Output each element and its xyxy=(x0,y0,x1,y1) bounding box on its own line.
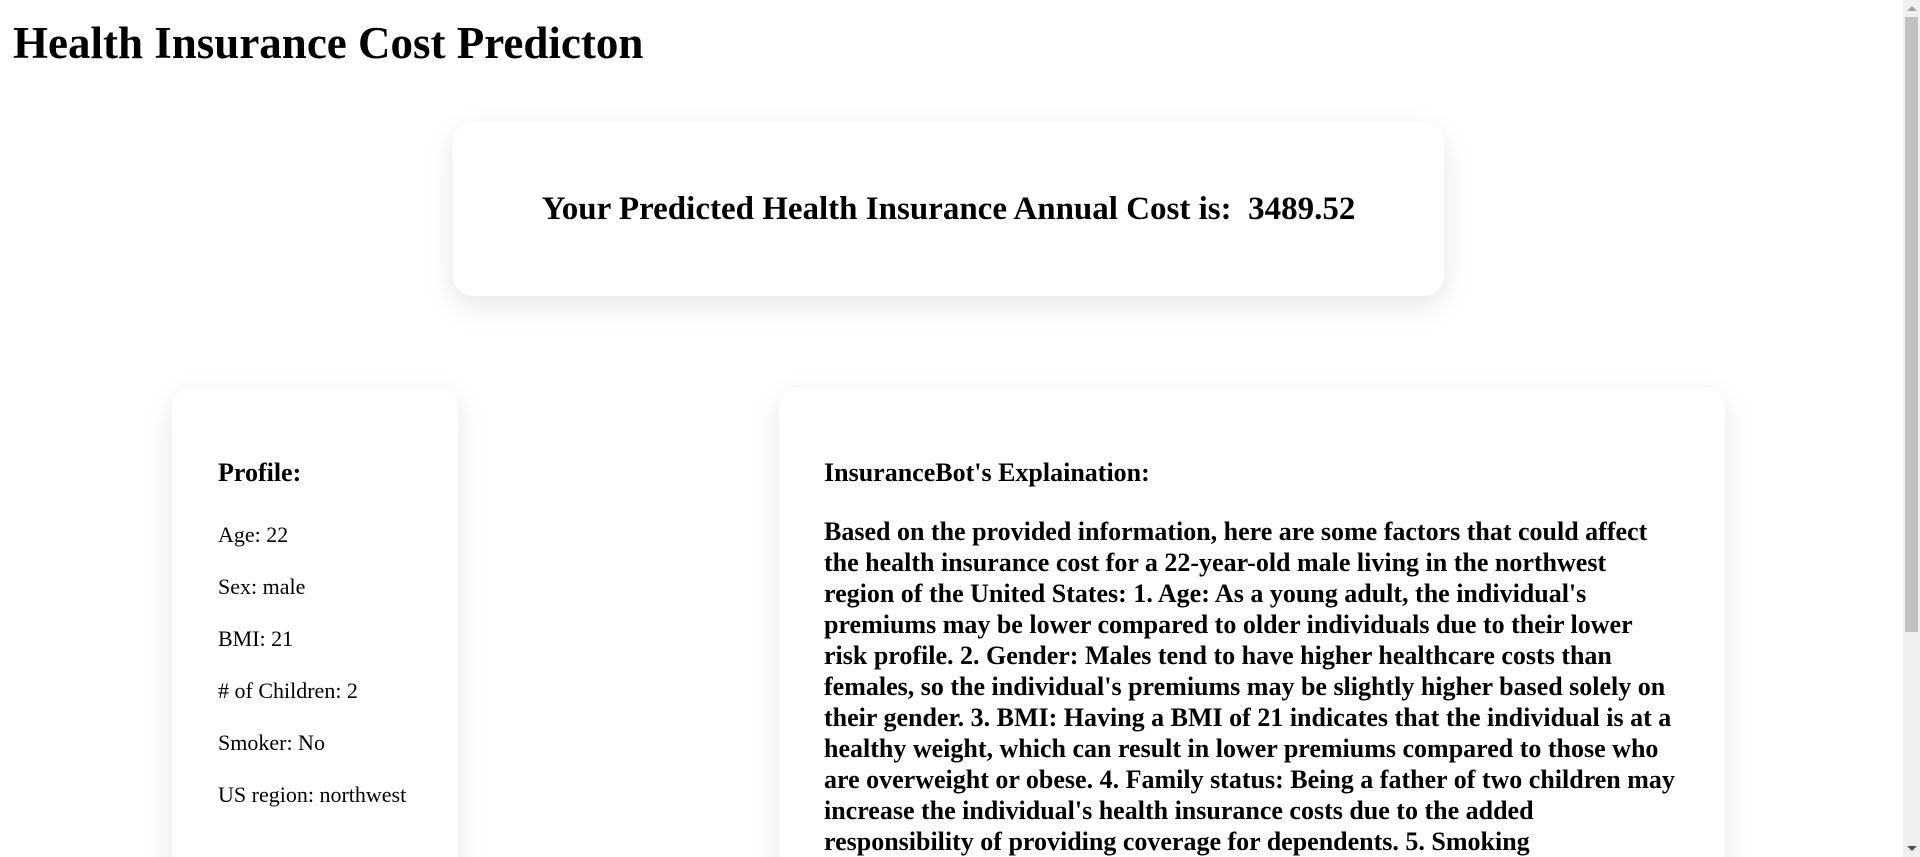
vertical-scrollbar[interactable] xyxy=(1903,0,1920,857)
profile-bmi: BMI: 21 xyxy=(218,626,294,651)
profile-card xyxy=(172,387,458,857)
profile-heading: Profile: xyxy=(218,458,302,487)
profile-children: # of Children: 2 xyxy=(218,678,358,703)
scroll-up-button[interactable] xyxy=(1903,0,1920,17)
profile-smoker: Smoker: No xyxy=(218,730,325,755)
profile-sex: Sex: male xyxy=(218,574,306,599)
explanation-text: Based on the provided information, here are some factors that could affect the health insurance cost for a 22-year-old male living in the northwest region of the United States: 1. Age: As a young adult, the individual's premiums may be lower compared to older individuals due to their lower risk profile. 2. Gender: Males tend to have higher healthcare costs than females, so the individual's premiums may be slightly higher based solely on their gender. 3. BMI: Having a BMI of 21 indicates that the individual is at a healthy weight, which can result in lower premiums compared to those who are overweight or obese. 4. Family status: Being a father of two children may increase the individual's health insurance costs due to the added responsibility of providing coverage for dependents. 5. Smoking xyxy=(824,517,1675,856)
scrollbar-thumb[interactable] xyxy=(1905,17,1918,632)
profile-region: US region: northwest xyxy=(218,782,407,807)
arrow-down-icon xyxy=(1907,846,1917,851)
arrow-up-icon xyxy=(1907,6,1917,11)
explanation-card xyxy=(779,387,1725,857)
profile-age: Age: 22 xyxy=(218,522,289,547)
prediction-card xyxy=(453,122,1444,296)
page-title: Health Insurance Cost Predicton xyxy=(13,18,644,68)
explanation-heading: InsuranceBot's Explaination: xyxy=(824,458,1150,487)
profile-list xyxy=(218,522,438,808)
predicted-cost-text: Your Predicted Health Insurance Annual Cost is: 3489.52 xyxy=(541,190,1356,227)
scroll-down-button[interactable] xyxy=(1903,840,1920,857)
